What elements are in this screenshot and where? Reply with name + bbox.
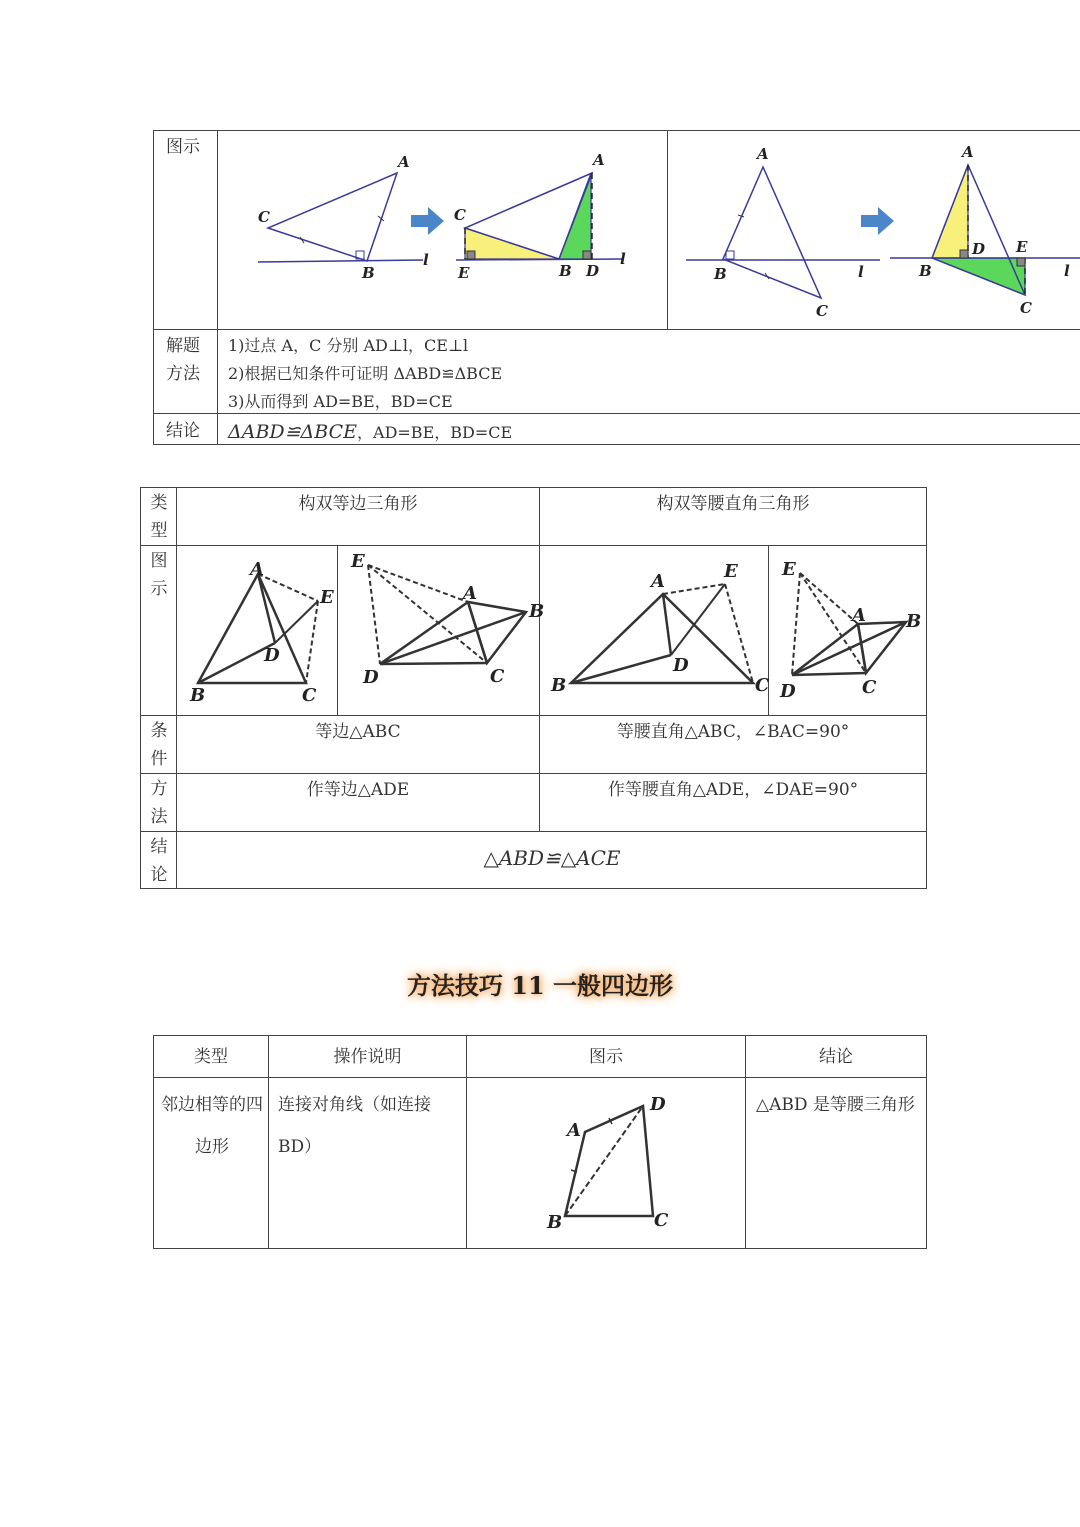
fig-equilateral-2 <box>339 547 545 714</box>
svg-text:B: B <box>551 675 567 696</box>
svg-text:C: C <box>490 666 505 687</box>
header-operation: 操作说明 <box>333 1047 402 1067</box>
conclusion-label: 结论 <box>166 421 200 441</box>
row-type: 邻边相等的四边形 <box>161 1095 263 1157</box>
svg-text:E: E <box>351 551 365 572</box>
svg-text:C: C <box>302 685 317 706</box>
type-label: 类型 <box>150 493 168 542</box>
svg-text:E: E <box>1016 238 1028 256</box>
svg-text:D: D <box>264 645 280 666</box>
svg-text:A: A <box>852 605 866 626</box>
svg-text:A: A <box>593 151 605 169</box>
diagram-label-2: 图示 <box>150 551 168 600</box>
method-label: 解题方法 <box>166 336 200 385</box>
fig1-label-A: A <box>398 153 410 171</box>
svg-text:A: A <box>463 583 477 604</box>
fig-isosceles-right-2 <box>770 547 925 714</box>
svg-text:D: D <box>673 655 689 676</box>
svg-text:B: B <box>529 601 545 622</box>
svg-text:E: E <box>458 264 470 282</box>
conclusion-text: ，AD=BE，BD=CE <box>357 423 513 442</box>
svg-text:B: B <box>547 1212 563 1233</box>
svg-text:D: D <box>972 240 986 258</box>
method-step-2: 2)根据已知条件可证明 ΔABD≌ΔBCE <box>228 364 503 383</box>
header-diagram: 图示 <box>589 1047 623 1067</box>
svg-text:C: C <box>816 302 828 320</box>
method-label-2: 方法 <box>150 779 168 828</box>
svg-text:A: A <box>651 571 665 592</box>
conclusion-math: ΔABD≌ΔBCE <box>228 421 358 443</box>
fig-equilateral-1 <box>178 547 336 714</box>
svg-text:E: E <box>320 587 334 608</box>
arrow-icon-2 <box>861 207 894 235</box>
svg-text:E: E <box>724 561 738 582</box>
conclusion-label-2: 结论 <box>150 837 168 886</box>
conclusion-2: △ABD≌△ACE <box>483 846 621 870</box>
condition-2: 等腰直角△ABC，∠BAC=90° <box>616 722 850 742</box>
col2-header: 构双等腰直角三角形 <box>656 494 810 514</box>
svg-text:l: l <box>1064 262 1070 280</box>
section-title: 方法技巧 11 一般四边形 <box>406 971 674 1000</box>
svg-text:B: B <box>559 262 572 280</box>
row-operation: 连接对角线（如连接BD） <box>278 1095 431 1157</box>
fig1-label-B: B <box>362 264 375 282</box>
svg-text:l: l <box>858 263 864 281</box>
svg-text:C: C <box>454 206 466 224</box>
fig-quadrilateral <box>467 1078 745 1247</box>
svg-text:C: C <box>654 1210 669 1231</box>
svg-text:B: B <box>906 611 922 632</box>
svg-text:A: A <box>250 559 264 580</box>
conclusion-row <box>228 417 512 448</box>
svg-text:l: l <box>620 250 626 268</box>
svg-text:C: C <box>755 675 770 696</box>
svg-text:D: D <box>780 681 796 702</box>
svg-text:A: A <box>962 143 974 161</box>
fig-isosceles-right-1 <box>541 547 770 714</box>
arrow-icon <box>411 207 444 235</box>
svg-text:B: B <box>190 685 206 706</box>
method-step-3: 3)从而得到 AD=BE，BD=CE <box>228 392 453 411</box>
svg-text:A: A <box>567 1120 581 1141</box>
method-step-1: 1)过点 A，C 分别 AD⊥l，CE⊥l <box>228 336 469 355</box>
diagram-label: 图示 <box>166 137 200 157</box>
figure-set-right <box>668 131 1080 329</box>
fig1-label-l: l <box>423 251 429 269</box>
svg-text:A: A <box>757 145 769 163</box>
svg-text:E: E <box>782 559 796 580</box>
condition-1: 等边△ABC <box>315 722 401 742</box>
condition-label: 条件 <box>150 721 168 770</box>
svg-text:D: D <box>650 1094 666 1115</box>
fig1-label-C: C <box>258 208 270 226</box>
svg-text:C: C <box>862 677 877 698</box>
svg-text:D: D <box>586 262 600 280</box>
svg-text:D: D <box>363 667 379 688</box>
svg-text:C: C <box>1020 299 1032 317</box>
header-conclusion: 结论 <box>819 1047 853 1067</box>
method-steps <box>228 332 502 416</box>
method-2: 作等腰直角△ADE，∠DAE=90° <box>607 780 859 800</box>
svg-text:B: B <box>714 265 727 283</box>
header-type: 类型 <box>194 1047 228 1067</box>
svg-text:B: B <box>919 262 932 280</box>
col1-header: 构双等边三角形 <box>298 494 418 514</box>
figure-set-left <box>218 131 667 329</box>
method-1: 作等边△ADE <box>306 780 410 800</box>
row-conclusion: △ABD 是等腰三角形 <box>756 1095 915 1115</box>
